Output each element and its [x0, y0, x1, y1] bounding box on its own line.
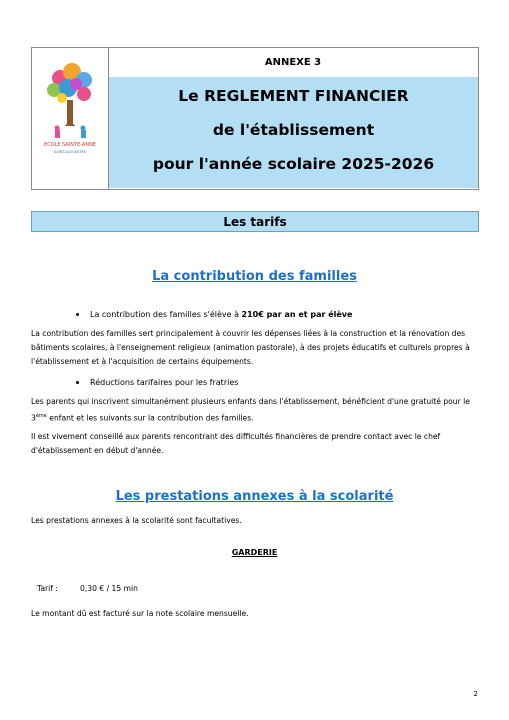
- paragraph-contribution-usage: La contribution des familles sert principalement à couvrir les dépenses liées à la construction et la rénovation des bâtiments scolaires, à l'enseignement religieux (animation pastorale), à des projets éducatifs et culturels propres à l'établissement et à l'acquisition de certains équipements.: [31, 329, 470, 366]
- title-line-1: Le REGLEMENT FINANCIER: [178, 87, 409, 105]
- page-number: 2: [473, 690, 478, 698]
- section-title-contribution: La contribution des familles: [152, 269, 357, 284]
- title-line-2: de l'établissement: [212, 121, 375, 139]
- fratrie-text-b: enfant et les suivants sur la contribution des familles.: [46, 413, 254, 423]
- logo-text: ECOLE SAINTE-ANNE: [44, 142, 96, 148]
- bullet-icon: [76, 313, 79, 316]
- bullet-bold-amount: 210€ par an et par élève: [241, 310, 353, 319]
- tarif-value: 0,30 € / 15 min: [80, 584, 138, 593]
- paragraph-fratrie: [31, 395, 479, 426]
- bullet-icon: [76, 381, 79, 384]
- fratrie-sup: ème: [35, 413, 47, 419]
- tree-logo-icon: [32, 48, 108, 189]
- school-logo: [32, 48, 109, 189]
- bullet-reductions: [76, 378, 238, 387]
- bullet-contribution: [76, 310, 352, 319]
- tarif-label: Tarif :: [37, 584, 58, 593]
- bullet-text: Réductions tarifaires pour les fratries: [90, 378, 239, 387]
- title-band: [109, 77, 478, 188]
- section-title-prestations: Les prestations annexes à la scolarité: [115, 489, 394, 504]
- garderie-heading: GARDERIE: [231, 548, 278, 557]
- fratrie-text-a: Les parents qui inscrivent simultanément plusieurs enfants dans l'établissement, bénéficient d'une gratuité pour le 3: [31, 397, 470, 423]
- title-line-3: pour l'année scolaire 2025-2026: [152, 155, 435, 173]
- header-box: [31, 47, 479, 190]
- paragraph-difficultes: Il est vivement conseillé aux parents rencontrant des difficultés financières de prendre contact avec le chef d'établissement en début d'année.: [31, 432, 441, 455]
- prestations-intro: Les prestations annexes à la scolarité sont facultatives.: [31, 516, 242, 525]
- logo-subtext: SAINT-ALOUESTRE: [53, 150, 87, 154]
- facturation-note: Le montant dû est facturé sur la note scolaire mensuelle.: [31, 609, 249, 618]
- annex-label: ANNEXE 3: [264, 57, 322, 68]
- bullet-text: La contribution des familles s'élève à: [90, 310, 242, 319]
- tarifs-section-bar: Les tarifs: [31, 211, 479, 232]
